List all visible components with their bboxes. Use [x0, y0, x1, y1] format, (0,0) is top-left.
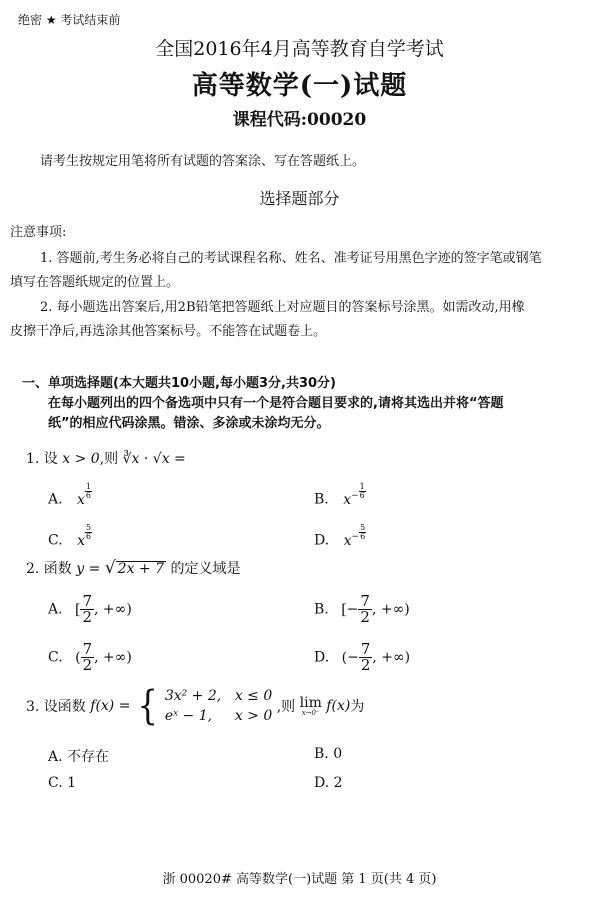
q1-option-a[interactable]: [48, 483, 92, 508]
exp-numerator: 5: [86, 523, 92, 532]
option-label: D.: [314, 532, 330, 549]
q2-prefix: 2. 函数: [26, 561, 72, 577]
q3-option-b[interactable]: B. 0: [314, 746, 343, 762]
page-footer: 浙 00020# 高等数学(一)试题 第 1 页(共 4 页): [162, 872, 437, 887]
interval-open: [: [75, 601, 81, 618]
fraction-denominator: 2: [360, 656, 371, 674]
q3-limit-expression: f(x): [326, 698, 351, 714]
case-1-condition: x ≤ 0: [234, 688, 273, 704]
q1-expression: ∛x · √x =: [122, 451, 186, 467]
q1-option-c[interactable]: [48, 524, 92, 549]
exp-sign: −: [351, 491, 359, 501]
q3-function: f(x) =: [90, 698, 131, 714]
q2-function: y =: [76, 561, 101, 577]
interval-sign: −: [347, 649, 359, 666]
option-label: B.: [314, 491, 329, 508]
exp-denominator: 6: [359, 491, 365, 500]
interval-tail: , +∞): [94, 649, 132, 666]
q2-option-c[interactable]: [48, 642, 132, 673]
case-1-expression: 3x² + 2,: [164, 688, 222, 704]
interval-open: (: [341, 649, 348, 666]
interval-tail: , +∞): [94, 601, 132, 618]
q1-mid: ,则: [99, 451, 119, 467]
case-2-condition: x > 0: [234, 708, 273, 724]
note-1-line-1: 1. 答题前,考生务必将自己的考试课程名称、姓名、准考证号用黑色字迹的签字笔或钢笔: [40, 251, 542, 266]
piecewise-cases: [165, 686, 272, 726]
answer-instruction: 请考生按规定用笔将所有试题的答案涂、写在答题纸上。: [40, 154, 366, 169]
option-label: C.: [48, 532, 63, 549]
limit-symbol: lim: [299, 694, 322, 711]
q3-prefix: 3. 设函数: [26, 699, 86, 715]
option-label: B.: [314, 601, 329, 618]
option-label: A.: [48, 491, 63, 508]
course-code: 课程代码:00020: [232, 110, 367, 130]
notes-label: 注意事项:: [10, 225, 67, 240]
q3-option-d[interactable]: D. 2: [314, 775, 343, 791]
limit-operator: [300, 696, 322, 717]
interval-open: (: [75, 649, 81, 666]
option-label: D.: [314, 649, 330, 666]
section-title: 选择题部分: [259, 189, 340, 208]
q2-option-b[interactable]: [314, 594, 410, 625]
subject-title: 高等数学(一)试题: [191, 71, 408, 101]
case-2-expression: eˣ − 1,: [164, 708, 213, 724]
fraction-numerator: 7: [360, 592, 370, 610]
question-2: 2. 函数 y = √ 2x + 7 的定义域是: [26, 558, 241, 578]
fraction-numerator: 7: [360, 640, 371, 658]
option-base: x: [77, 491, 85, 508]
piecewise-brace: {: [137, 683, 158, 729]
fraction-denominator: 2: [82, 656, 93, 674]
option-base: x: [343, 532, 352, 549]
interval-open: [: [341, 601, 347, 618]
exp-sign: −: [351, 532, 360, 542]
note-1-line-2: 填写在答题纸规定的位置上。: [10, 275, 180, 290]
q2-suffix: 的定义域是: [170, 561, 241, 577]
exp-denominator: 6: [86, 532, 92, 541]
q3-option-a[interactable]: A. 不存在: [48, 749, 110, 765]
fraction-numerator: 7: [82, 592, 93, 610]
exp-denominator: 6: [85, 491, 92, 500]
fraction-numerator: 7: [82, 640, 93, 658]
q3-suffix: 为: [350, 699, 365, 715]
q2-radicand: 2x + 7: [117, 561, 164, 577]
exp-numerator: 1: [85, 482, 92, 491]
interval-tail: , +∞): [371, 601, 410, 618]
option-label: C.: [48, 649, 63, 666]
note-2-line-1: 2. 每小题选出答案后,用2B铅笔把答题纸上对应题目的答案标号涂黑。如需改动,用橡: [40, 300, 525, 315]
q1-condition: x > 0: [62, 451, 100, 467]
q3-option-c[interactable]: C. 1: [48, 775, 77, 791]
q1-prefix: 1. 设: [26, 451, 58, 467]
q1-option-d[interactable]: [314, 524, 366, 549]
interval-sign: −: [346, 601, 359, 618]
secret-mark: 绝密 ★ 考试结束前: [18, 13, 121, 27]
part1-desc-line-2: 纸”的相应代码涂黑。错涂、多涂或未涂均无分。: [48, 416, 330, 431]
q1-option-b[interactable]: [314, 483, 366, 508]
exam-title: 全国2016年4月高等教育自学考试: [155, 38, 444, 60]
fraction-denominator: 2: [360, 608, 370, 626]
note-2-line-2: 皮擦干净后,再选涂其他答案标号。不能答在试题卷上。: [10, 324, 327, 339]
question-3: [26, 683, 365, 729]
option-label: A.: [48, 601, 63, 618]
part1-desc-line-1: 在每小题列出的四个备选项中只有一个是符合题目要求的,请将其选出并将“答题: [48, 396, 504, 411]
limit-subscript: x→0⁻: [301, 708, 320, 717]
exp-denominator: 6: [360, 532, 366, 541]
exp-numerator: 5: [360, 523, 366, 532]
fraction-denominator: 2: [82, 608, 93, 626]
interval-tail: , +∞): [372, 649, 411, 666]
q2-option-a[interactable]: [48, 594, 132, 625]
q3-mid: ,则: [276, 699, 296, 715]
exp-numerator: 1: [359, 482, 365, 491]
option-base: x: [77, 532, 86, 549]
option-base: x: [343, 491, 352, 508]
q2-option-d[interactable]: [314, 642, 410, 673]
part1-title: 一、单项选择题(本大题共10小题,每小题3分,共30分): [22, 376, 336, 391]
question-1: [26, 448, 186, 468]
